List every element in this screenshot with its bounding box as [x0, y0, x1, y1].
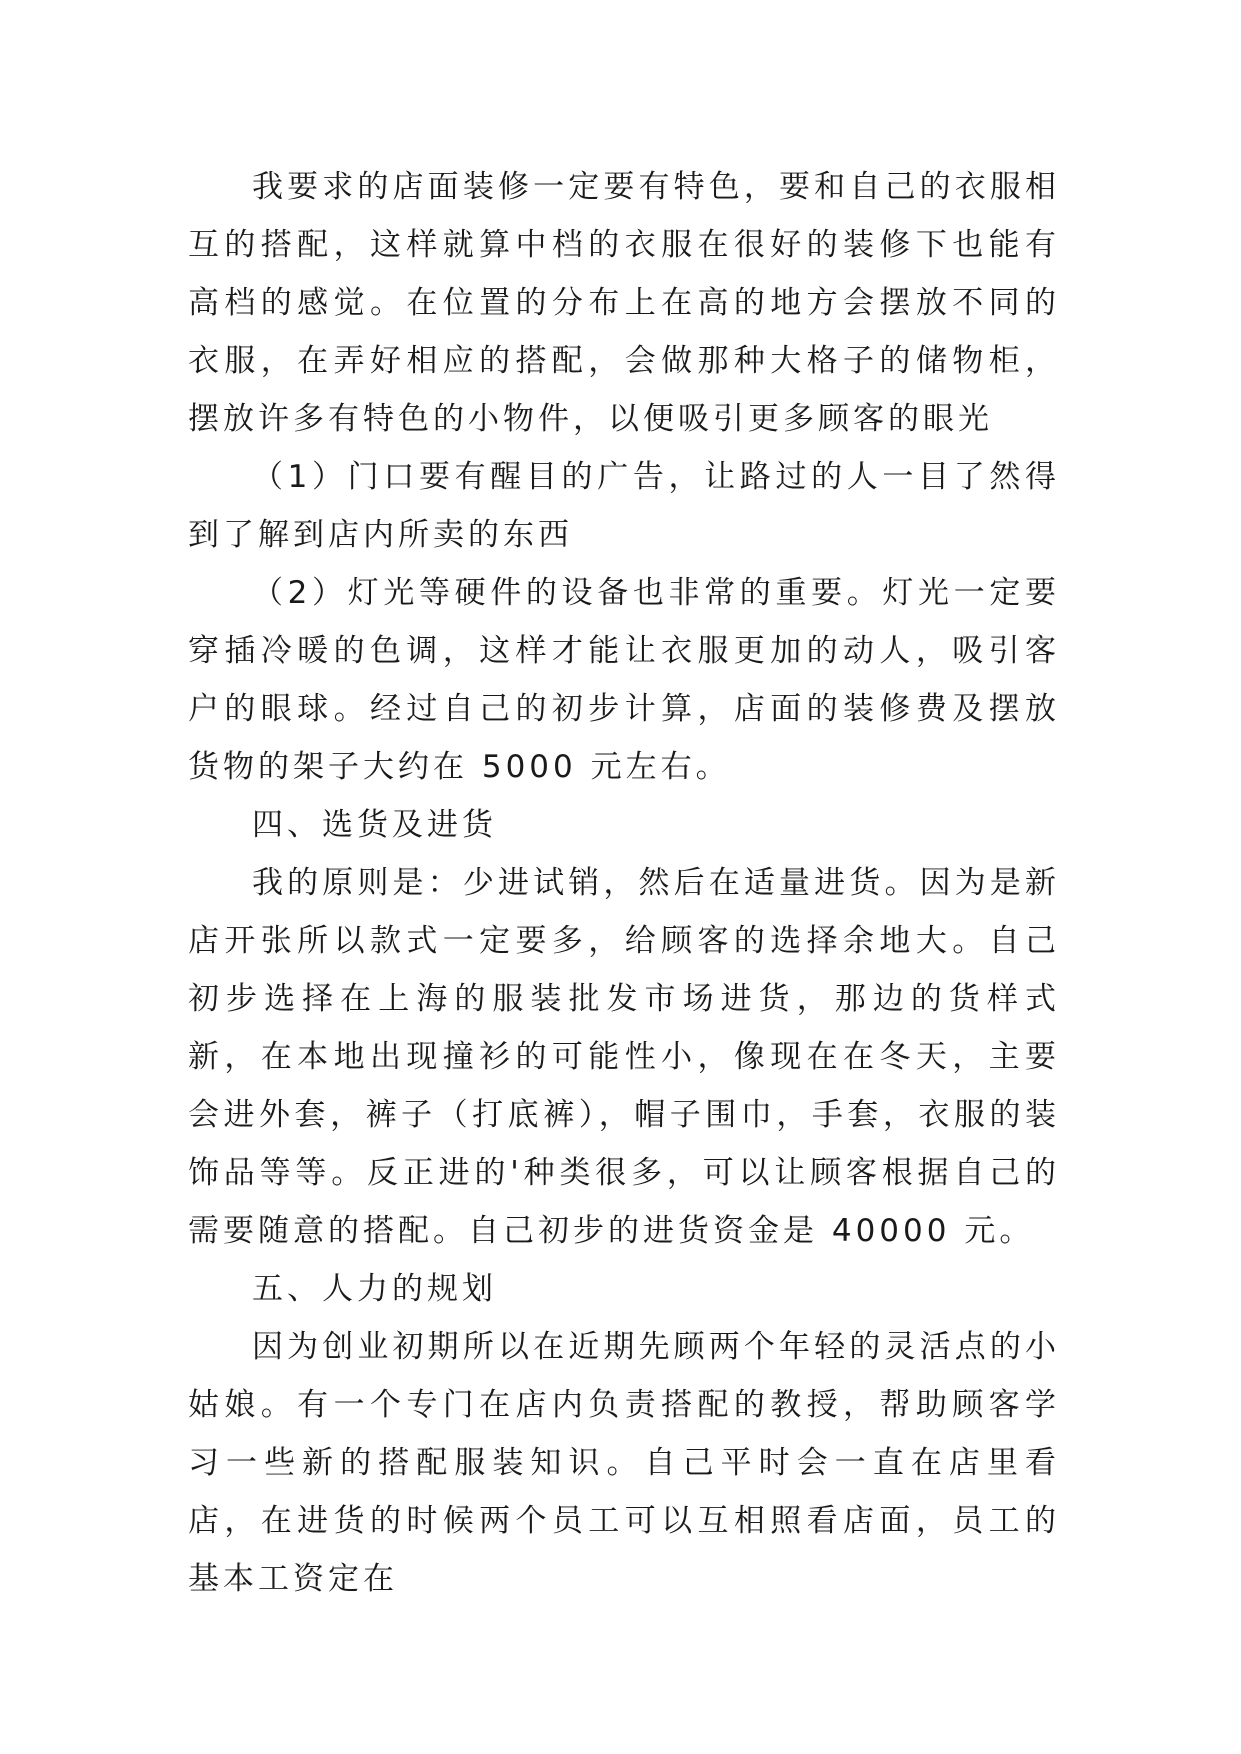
paragraph-purchasing-principle: 我的原则是：少进试销，然后在适量进货。因为是新店开张所以款式一定要多，给顾客的选择余地大。自己初步选择在上海的服装批发市场进货，那边的货样式新，在本地出现撞衫的可能性小，像现在在冬天，主要会进外套，裤子（打底裤），帽子围巾，手套，衣服的装饰品等等。反正进的'种类很多，可以让顾客根据自己的需要随意的搭配。自己初步的进货资金是 40000 元。	[188, 865, 1060, 1249]
paragraph-lighting-equipment: （2）灯光等硬件的设备也非常的重要。灯光一定要穿插冷暖的色调，这样才能让衣服更加的动人，吸引客户的眼球。经过自己的初步计算，店面的装修费及摆放货物的架子大约在 5000 元左右。	[188, 575, 1060, 785]
section-heading-purchasing: 四、选货及进货	[252, 807, 497, 843]
paragraph-staffing-plan: 因为创业初期所以在近期先顾两个年轻的灵活点的小姑娘。有一个专门在店内负责搭配的教授，帮助顾客学习一些新的搭配服装知识。自己平时会一直在店里看店，在进货的时候两个员工可以互相照看店面，员工的基本工资定在	[188, 1329, 1060, 1597]
document-body	[188, 158, 1060, 1608]
paragraph-door-advertisement: （1）门口要有醒目的广告，让路过的人一目了然得到了解到店内所卖的东西	[188, 459, 1060, 553]
section-heading-staffing: 五、人力的规划	[252, 1271, 497, 1307]
paragraph-storefront-decoration: 我要求的店面装修一定要有特色，要和自己的衣服相互的搭配，这样就算中档的衣服在很好的装修下也能有高档的感觉。在位置的分布上在高的地方会摆放不同的衣服，在弄好相应的搭配，会做那种大格子的储物柜，摆放许多有特色的小物件，以便吸引更多顾客的眼光	[188, 169, 1060, 437]
